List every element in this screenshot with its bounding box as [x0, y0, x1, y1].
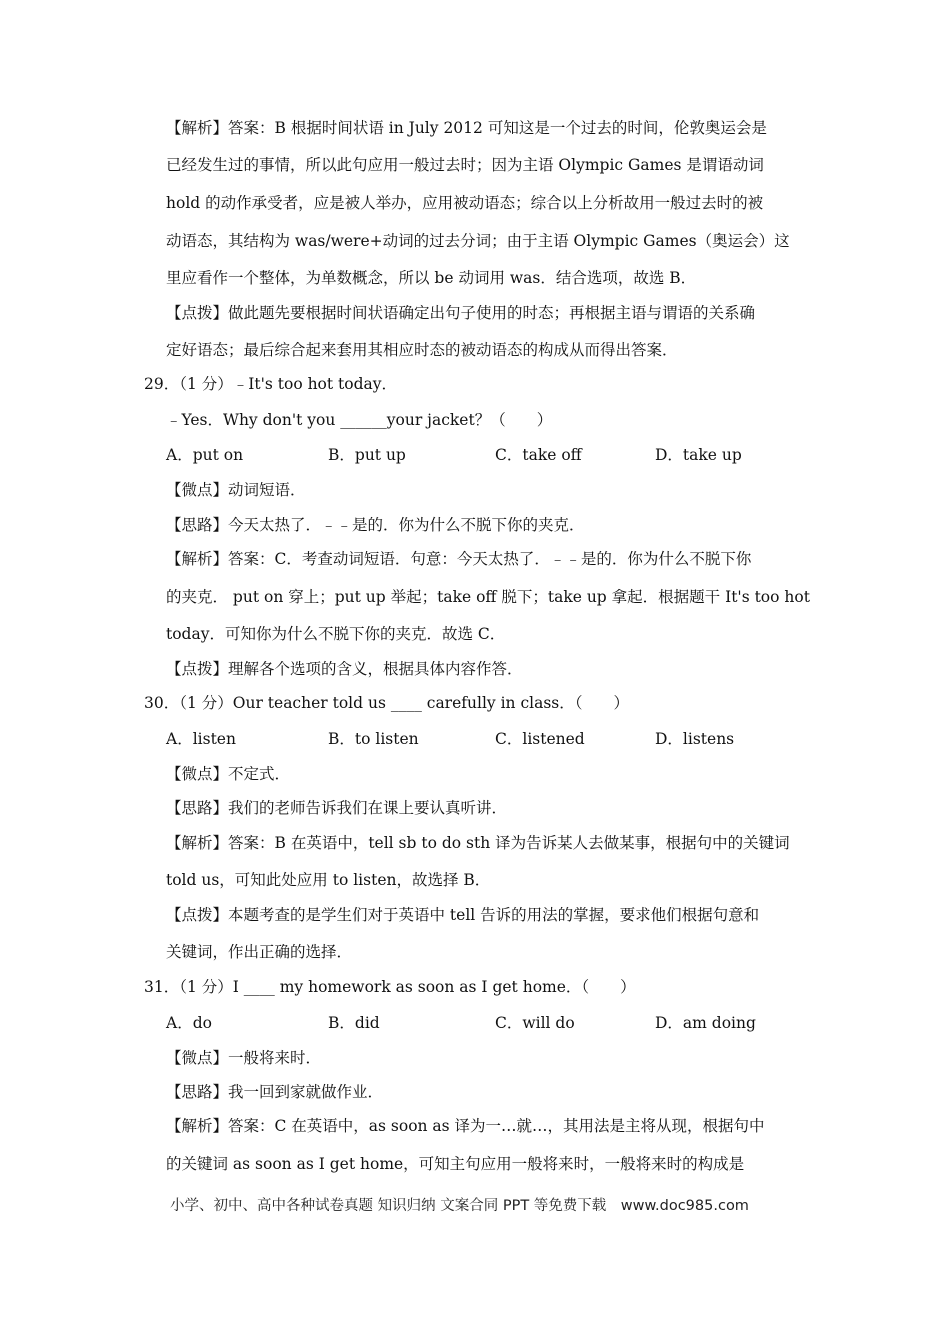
q31-point: 【微点】一般将来时．	[166, 1049, 322, 1067]
q29-analysis-2: 的夹克． put on 穿上；put up 举起；take off 脱下；take up 拿起．根据题干 It's too hot	[166, 588, 810, 606]
q30-point: 【微点】不定式．	[166, 765, 291, 783]
q29-idea: 【思路】今天太热了．﹣﹣是的．你为什么不脱下你的夹克．	[166, 516, 585, 534]
q30-stem: 30．（1 分）Our teacher told us ____ carefully in class．（ ）	[144, 694, 629, 712]
q30-tip-2: 关键词，作出正确的选择．	[166, 943, 353, 961]
prev-analysis-line-2: 已经发生过的事情，所以此句应用一般过去时；因为主语 Olympic Games 是谓语动词	[166, 156, 764, 174]
q31-analysis-2: 的关键词 as soon as I get home，可知主句应用一般将来时，一般将来时的构成是	[166, 1155, 745, 1173]
q29-option-b: B．put up	[328, 446, 406, 464]
q30-option-b: B．to listen	[328, 730, 419, 748]
q31-option-a: A．do	[166, 1014, 212, 1032]
q29-option-c: C．take off	[495, 446, 582, 464]
q29-tip: 【点拨】理解各个选项的含义，根据具体内容作答．	[166, 660, 523, 678]
q30-option-a: A．listen	[166, 730, 236, 748]
q29-analysis-3: today．可知你为什么不脱下你的夹克．故选 C．	[166, 625, 506, 643]
q29-option-a: A．put on	[166, 446, 244, 464]
prev-analysis-line-1: 【解析】答案：B 根据时间状语 in July 2012 可知这是一个过去的时间，伦敦奥运会是	[166, 119, 767, 137]
prev-analysis-line-4: 动语态，其结构为 was/were+动词的过去分词；由于主语 Olympic Games（奥运会）这	[166, 232, 790, 250]
q31-option-d: D．am doing	[655, 1014, 756, 1032]
footer-banner: 小学、初中、高中各种试卷真题 知识归纳 文案合同 PPT 等免费下载 www.doc985.com	[170, 1198, 749, 1214]
q30-analysis-1: 【解析】答案：B 在英语中，tell sb to do sth 译为告诉某人去做某事，根据句中的关键词	[166, 834, 790, 852]
q31-option-b: B．did	[328, 1014, 380, 1032]
prev-analysis-line-3: hold 的动作承受者，应是被人举办，应用被动语态；综合以上分析故用一般过去时的被	[166, 194, 764, 212]
q30-option-c: C．listened	[495, 730, 585, 748]
prev-analysis-line-5: 里应看作一个整体，为单数概念，所以 be 动词用 was．结合选项，故选 B．	[166, 269, 697, 287]
q30-idea: 【思路】我们的老师告诉我们在课上要认真听讲．	[166, 799, 508, 817]
prev-tip-line-1: 【点拨】做此题先要根据时间状语确定出句子使用的时态；再根据主语与谓语的关系确	[166, 304, 756, 322]
q31-idea: 【思路】我一回到家就做作业．	[166, 1083, 384, 1101]
q30-tip-1: 【点拨】本题考查的是学生们对于英语中 tell 告诉的用法的掌握，要求他们根据句意和	[166, 906, 760, 924]
q30-analysis-2: told us，可知此处应用 to listen，故选择 B．	[166, 871, 491, 889]
q31-option-c: C．will do	[495, 1014, 575, 1032]
prev-tip-line-2: 定好语态；最后综合起来套用其相应时态的被动语态的构成从而得出答案．	[166, 341, 678, 359]
q31-stem: 31．（1 分）I ____ my homework as soon as I get home．（ ）	[144, 978, 636, 996]
q29-stem-2: ﹣Yes．Why don't you ______your jacket？（ ）	[166, 411, 553, 429]
q31-analysis-1: 【解析】答案：C 在英语中，as soon as 译为一…就…，其用法是主将从现，根据句中	[166, 1117, 765, 1135]
q29-point: 【微点】动词短语．	[166, 481, 306, 499]
q29-analysis-1: 【解析】答案：C．考查动词短语．句意：今天太热了．﹣﹣是的．你为什么不脱下你	[166, 550, 752, 568]
q30-option-d: D．listens	[655, 730, 735, 748]
q29-stem: 29．（1 分）﹣It's too hot today．	[144, 375, 398, 393]
q29-option-d: D．take up	[655, 446, 742, 464]
